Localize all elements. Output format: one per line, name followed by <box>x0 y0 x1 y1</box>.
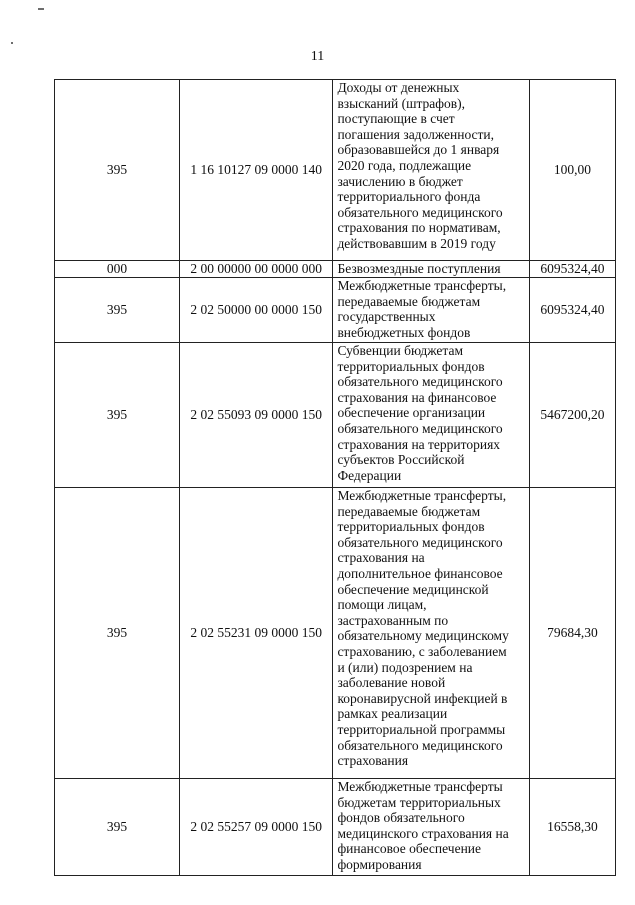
table-row <box>55 80 616 261</box>
revenue-name-cell <box>333 488 530 779</box>
kbk-cell: 2 02 55093 09 0000 150 <box>179 343 333 488</box>
revenue-name-cell <box>333 278 530 343</box>
scan-mark-dot <box>11 42 13 44</box>
revenue-name-text: Межбюджетные трансферты бюджетам территориальных фондов обязательного медицинского страхования на финансовое обеспечение формирования <box>337 779 509 872</box>
admin-code-cell: 395 <box>55 343 180 488</box>
revenue-name-text: Межбюджетные трансферты, передаваемые бюджетам территориальных фондов обязательного медицинского страхования на дополнительное финансовое обеспечение медицинской помощи лицам, застрахованным по обязательному медицинскому страхованию, с заболеванием и (или) подозрением на заболевание новой коронавирусной инфекцией в рамках реализации территориальной программы обязательного медицинского страхования <box>337 488 509 769</box>
admin-code-cell: 395 <box>55 278 180 343</box>
table-row <box>55 779 616 876</box>
amount-cell: 5467200,20 <box>529 343 615 488</box>
amount-cell: 16558,30 <box>529 779 615 876</box>
admin-code-cell: 395 <box>55 488 180 779</box>
revenue-name-text: Безвозмездные поступления <box>337 261 501 276</box>
table-row <box>55 278 616 343</box>
revenue-name-text: Доходы от денежных взысканий (штрафов), поступающие в счет погашения задолженности, образовавшейся до 1 января 2020 года, подлежащие зачислению в бюджет территориального фонда обязательного медицинского страхования по нормативам, действовавшим в 2019 году <box>337 80 503 251</box>
revenue-name-cell <box>333 80 530 261</box>
kbk-cell: 2 02 55231 09 0000 150 <box>179 488 333 779</box>
revenue-name-cell <box>333 261 530 278</box>
admin-code-cell: 000 <box>55 261 180 278</box>
page-number: 11 <box>310 49 325 64</box>
revenue-name-text: Межбюджетные трансферты, передаваемые бюджетам государственных внебюджетных фондов <box>337 278 507 340</box>
scan-mark-top <box>38 8 44 10</box>
kbk-cell: 2 02 50000 00 0000 150 <box>179 278 333 343</box>
amount-cell: 100,00 <box>529 80 615 261</box>
table-row <box>55 488 616 779</box>
amount-cell: 6095324,40 <box>529 261 615 278</box>
admin-code-cell: 395 <box>55 779 180 876</box>
table-row <box>55 343 616 488</box>
amount-cell: 79684,30 <box>529 488 615 779</box>
kbk-cell: 1 16 10127 09 0000 140 <box>179 80 333 261</box>
table-row <box>55 261 616 278</box>
revenue-name-text: Субвенции бюджетам территориальных фондов обязательного медицинского страхования на финансовое обеспечение организации обязательного медицинского страхования на территориях субъектов Российской Федерации <box>337 343 503 483</box>
revenue-table-container <box>54 79 616 876</box>
revenue-name-cell <box>333 779 530 876</box>
revenue-name-cell <box>333 343 530 488</box>
kbk-cell: 2 00 00000 00 0000 000 <box>179 261 333 278</box>
revenue-table <box>54 79 616 876</box>
amount-cell: 6095324,40 <box>529 278 615 343</box>
kbk-cell: 2 02 55257 09 0000 150 <box>179 779 333 876</box>
admin-code-cell: 395 <box>55 80 180 261</box>
